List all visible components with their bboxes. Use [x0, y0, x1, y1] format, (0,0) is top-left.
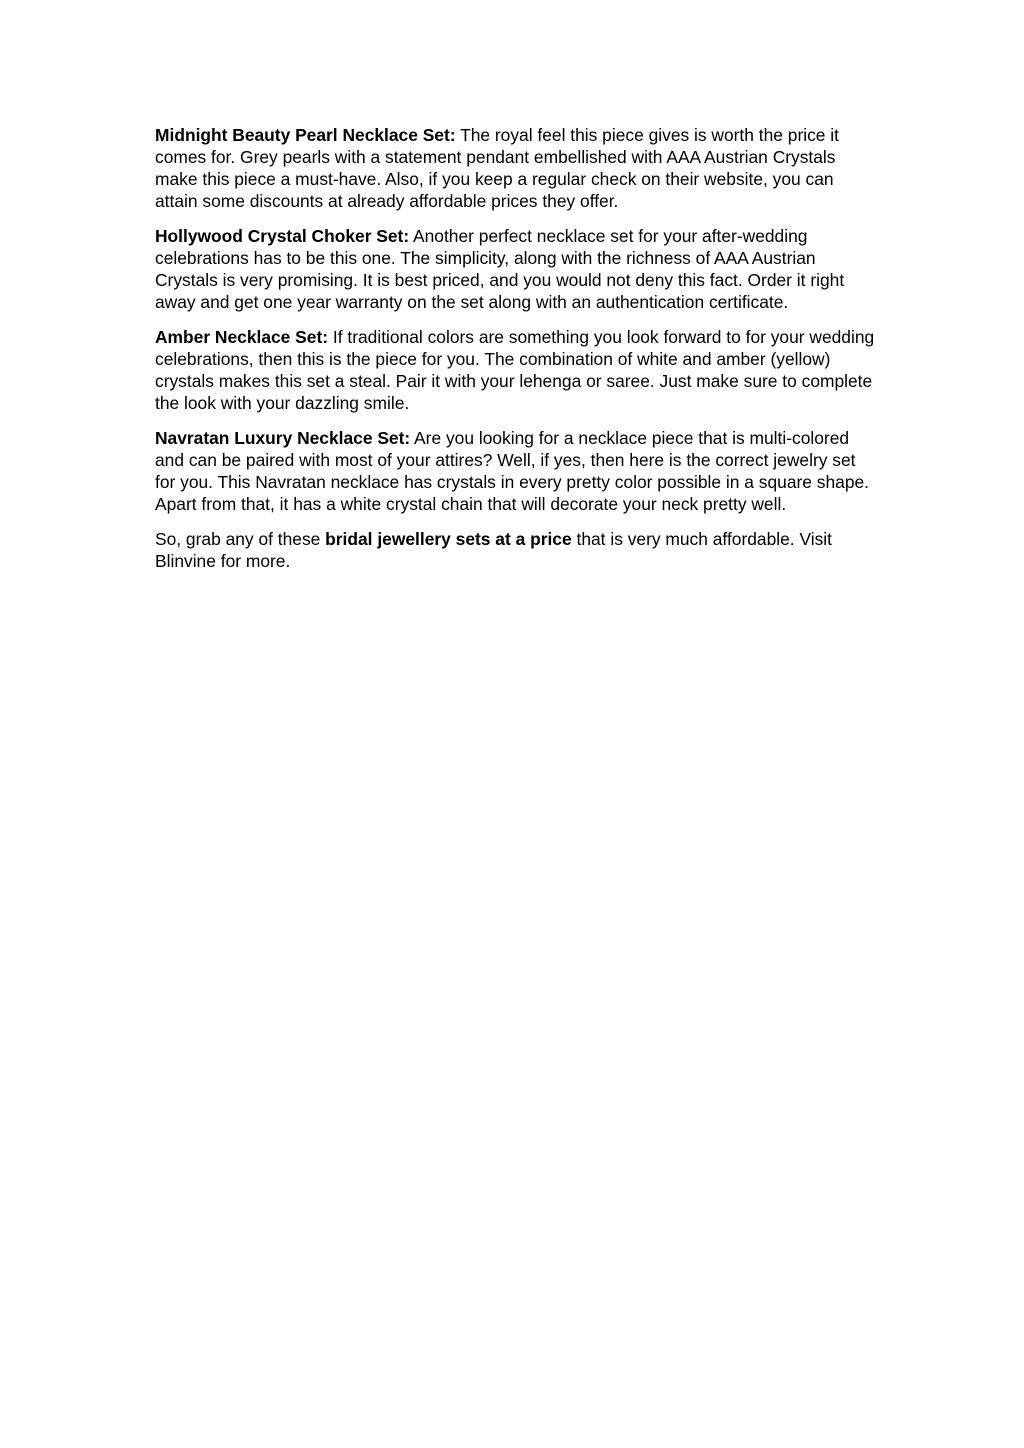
paragraph-navratan-luxury	[155, 427, 875, 515]
closing-text-before: So, grab any of these	[155, 529, 326, 549]
paragraph-text: Another perfect necklace set for your after-wedding celebrations has to be this one. The simplicity, along with the richness of AAA Austrian Crystals is very promising. It is best priced, and you would not deny this fact. Order it right away and get one year warranty on the set along with an authentication certificate.	[155, 226, 845, 312]
paragraph-heading: Hollywood Crystal Choker Set:	[155, 226, 410, 246]
paragraph-text: Are you looking for a necklace piece that is multi-colored and can be paired with most of your attires? Well, if yes, then here is the correct jewelry set for you. This Navratan necklace has crystals in every pretty color possible in a square shape. Apart from that, it has a white crystal chain that will decorate your neck pretty well.	[155, 428, 870, 514]
document-body	[155, 124, 875, 585]
closing-text-after: that is very much affordable. Visit Blinvine for more.	[155, 529, 832, 571]
paragraph-text: If traditional colors are something you look forward to for your wedding celebrations, then this is the piece for you. The combination of white and amber (yellow) crystals makes this set a steal. Pair it with your lehenga or saree. Just make sure to complete the look with your dazzling smile.	[155, 327, 875, 413]
paragraph-midnight-beauty	[155, 124, 875, 212]
paragraph-closing	[155, 528, 875, 572]
closing-bold-phrase: bridal jewellery sets at a price	[325, 529, 572, 549]
paragraph-text: The royal feel this piece gives is worth the price it comes for. Grey pearls with a statement pendant embellished with AAA Austrian Crystals make this piece a must-have. Also, if you keep a regular check on their website, you can attain some discounts at already affordable prices they offer.	[155, 125, 839, 211]
paragraph-amber-necklace	[155, 326, 875, 414]
paragraph-heading: Midnight Beauty Pearl Necklace Set:	[155, 125, 456, 145]
paragraph-heading: Navratan Luxury Necklace Set:	[155, 428, 411, 448]
paragraph-heading: Amber Necklace Set:	[155, 327, 329, 347]
paragraph-hollywood-crystal	[155, 225, 875, 313]
